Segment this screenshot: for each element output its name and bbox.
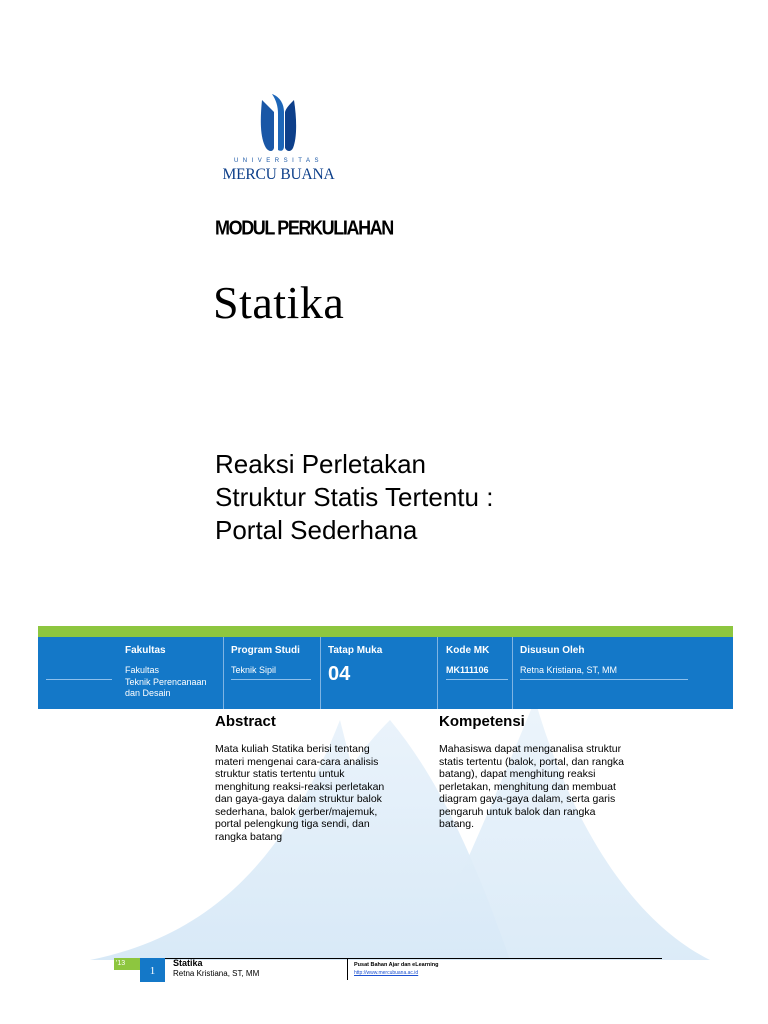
banner-rule bbox=[46, 679, 112, 680]
kompetensi-line: diagram gaya-gaya dalam, serta garis bbox=[439, 793, 616, 805]
university-logo bbox=[216, 90, 341, 200]
modul-label: MODUL PERKULIAHAN bbox=[215, 216, 393, 239]
program-studi-label: Program Studi bbox=[231, 645, 300, 656]
banner-rule bbox=[520, 679, 688, 680]
abstract-heading: Abstract bbox=[215, 713, 276, 730]
fakultas-value-line: dan Desain bbox=[125, 688, 171, 698]
footer-year-badge: '13 bbox=[114, 958, 140, 970]
footer-author: Retna Kristiana, ST, MM bbox=[173, 969, 260, 978]
kompetensi-line: batang. bbox=[439, 818, 475, 830]
course-info-banner bbox=[38, 637, 733, 709]
kode-mk-column bbox=[446, 637, 512, 709]
banner-separator bbox=[437, 637, 438, 709]
disusun-oleh-column bbox=[520, 637, 720, 709]
kompetensi-line: statis tertentu (balok, portal, dan rangka bbox=[439, 755, 625, 768]
disusun-oleh-value: Retna Kristiana, ST, MM bbox=[520, 665, 618, 675]
abstract-line: materi mengenai cara-cara analisis bbox=[215, 755, 379, 768]
topic-line: Reaksi Perletakan bbox=[215, 449, 426, 479]
topic-title bbox=[215, 448, 493, 547]
fakultas-value bbox=[125, 665, 207, 700]
abstract-line: struktur statis tertentu untuk bbox=[215, 768, 345, 780]
kode-mk-value: MK111106 bbox=[446, 665, 489, 675]
fakultas-column bbox=[125, 637, 225, 709]
fakultas-value-line: Fakultas bbox=[125, 665, 160, 675]
banner-separator bbox=[512, 637, 513, 709]
abstract-line: dan gaya-gaya dalam struktur balok bbox=[215, 793, 382, 805]
banner-rule bbox=[231, 679, 311, 680]
footer-url-link[interactable]: http://www.mercubuana.ac.id bbox=[354, 970, 419, 976]
program-studi-column bbox=[231, 637, 319, 709]
kode-mk-label: Kode MK bbox=[446, 645, 490, 656]
fakultas-value-line: Teknik Perencanaan bbox=[125, 676, 207, 687]
abstract-text bbox=[215, 743, 384, 843]
fakultas-label: Fakultas bbox=[125, 645, 166, 656]
abstract-line: sederhana, balok gerber/majemuk, bbox=[215, 805, 378, 818]
course-title: Statika bbox=[213, 277, 345, 328]
kompetensi-text bbox=[439, 743, 624, 831]
university-label: UNIVERSITAS bbox=[233, 158, 324, 164]
footer-rule bbox=[165, 958, 662, 959]
abstract-line: Mata kuliah Statika berisi tentang bbox=[215, 743, 370, 755]
university-name: MERCU BUANA bbox=[222, 166, 335, 183]
topic-line: Portal Sederhana bbox=[215, 515, 418, 545]
kompetensi-heading: Kompetensi bbox=[439, 713, 525, 730]
banner-accent-bar bbox=[38, 626, 733, 637]
disusun-oleh-label: Disusun Oleh bbox=[520, 645, 585, 656]
mercu-buana-emblem-icon bbox=[258, 90, 298, 154]
kompetensi-line: batang), dapat menghitung reaksi bbox=[439, 768, 596, 780]
footer-divider bbox=[347, 959, 348, 980]
abstract-line: menghitung reaksi-reaksi perletakan bbox=[215, 780, 385, 793]
abstract-line: rangka batang bbox=[215, 830, 283, 843]
program-studi-value: Teknik Sipil bbox=[231, 665, 277, 675]
topic-line: Struktur Statis Tertentu : bbox=[215, 482, 494, 512]
banner-separator bbox=[223, 637, 224, 709]
footer-course: Statika bbox=[173, 958, 203, 968]
banner-rule bbox=[446, 679, 508, 680]
kompetensi-line: pengaruh untuk balok dan rangka bbox=[439, 805, 596, 818]
kompetensi-line: perletakan, menghitung dan membuat bbox=[439, 780, 616, 793]
tatap-muka-value: 04 bbox=[328, 663, 351, 685]
footer-center-label: Pusat Bahan Ajar dan eLearning bbox=[354, 962, 439, 968]
abstract-line: portal pelengkung tiga sendi, dan bbox=[215, 818, 370, 830]
banner-separator bbox=[320, 637, 321, 709]
tatap-muka-label: Tatap Muka bbox=[328, 645, 383, 656]
tatap-muka-column bbox=[328, 637, 436, 709]
kompetensi-line: Mahasiswa dapat menganalisa struktur bbox=[439, 743, 622, 755]
footer-page-number: 1 bbox=[140, 958, 165, 982]
